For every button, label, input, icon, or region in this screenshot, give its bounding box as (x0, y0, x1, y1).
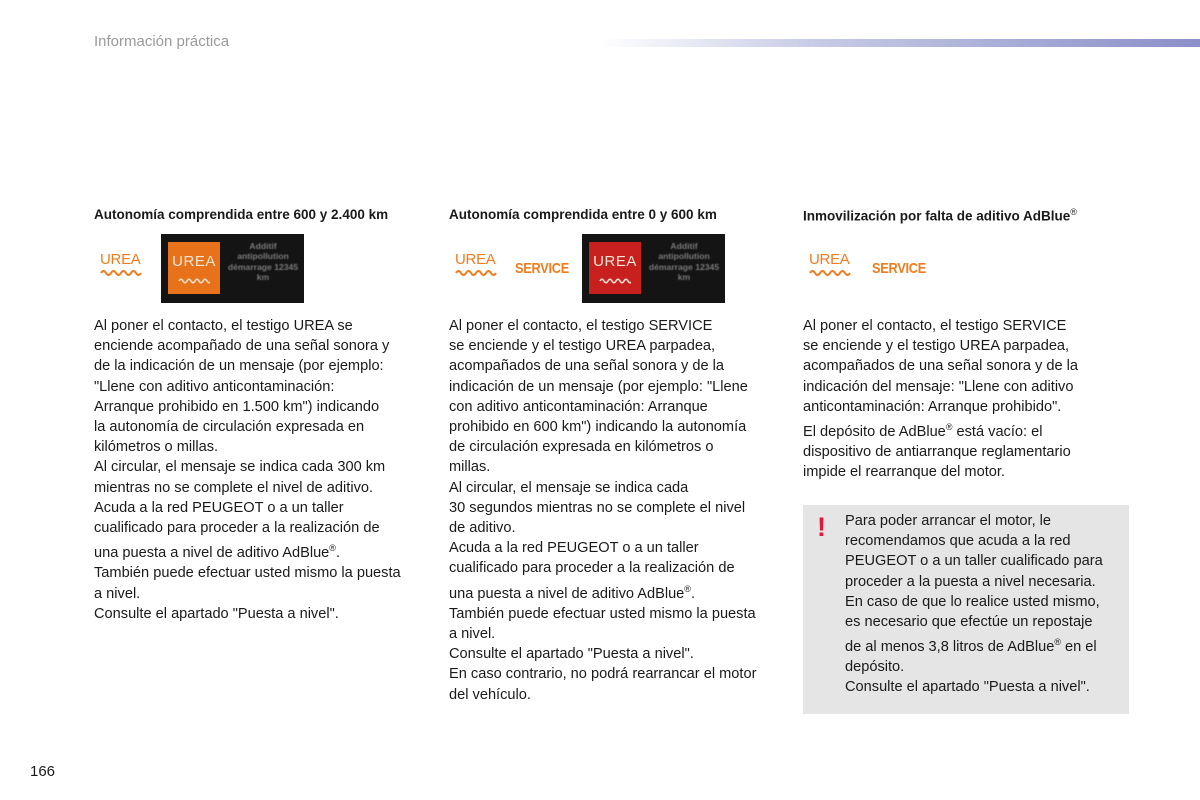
service-warning-icon: SERVICE (872, 260, 926, 277)
indicator-icons (803, 234, 1138, 306)
text-line: PEUGEOT o a un taller cualificado para (845, 553, 1103, 570)
text-line: kilómetros o millas. (94, 439, 219, 456)
instrument-panel-display (582, 234, 725, 303)
column-title-text: Inmovilización por falta de aditivo AdBlue (803, 208, 1071, 224)
text-line: Al poner el contacto, el testigo UREA se (94, 318, 353, 334)
header-title: Información práctica (94, 33, 230, 50)
header-decorative-bar (600, 39, 1200, 47)
column-body (449, 316, 784, 705)
urea-display-light (168, 242, 220, 294)
text-line: mientras no se complete el nivel de aditivo. (94, 479, 374, 496)
text-line: Acuda a la red PEUGEOT o a un taller (449, 540, 699, 557)
text-line: indicación del mensaje: "Llene con aditivo (803, 378, 1074, 395)
text-line: anticontaminación: Arranque prohibido". (803, 398, 1062, 415)
urea-display-light (589, 242, 641, 294)
text-line: El depósito de AdBlue® está vacío: el (803, 422, 1043, 440)
urea-warning-icon (100, 252, 146, 278)
urea-wave-icon (100, 269, 142, 277)
text-line: con aditivo anticontaminación: Arranque (449, 398, 708, 415)
text-line: También puede efectuar usted mismo la puesta (94, 565, 401, 582)
urea-warning-icon (809, 252, 855, 278)
text-line: prohibido en 600 km") indicando la autonomía (449, 419, 747, 436)
text-line: a nivel. (94, 585, 141, 602)
text-line: cualificado para proceder a la realización de (449, 560, 735, 577)
text-line: se enciende y el testigo UREA parpadea, (803, 338, 1070, 355)
text-line: Consulte el apartado "Puesta a nivel". (94, 605, 339, 622)
display-wave-icon (178, 277, 210, 285)
text-line: se enciende y el testigo UREA parpadea, (449, 338, 716, 355)
column-title (803, 207, 1138, 227)
urea-wave-icon (455, 269, 497, 277)
registered-mark: ® (1070, 207, 1077, 217)
urea-label: UREA (455, 251, 496, 268)
text-line: es necesario que efectúe un repostaje (845, 614, 1093, 631)
indicator-icons (449, 234, 784, 306)
text-line: Consulte el apartado "Puesta a nivel". (845, 679, 1090, 696)
text-line: de aditivo. (449, 520, 516, 537)
text-line: de circulación expresada en kilómetros o (449, 439, 714, 456)
text-line: impide el rearranque del motor. (803, 464, 1005, 481)
text-line: a nivel. (449, 625, 496, 642)
service-warning-icon: SERVICE (515, 260, 569, 277)
urea-label: UREA (100, 251, 141, 268)
text-line: También puede efectuar usted mismo la puesta (449, 605, 756, 622)
column-title: Autonomía comprendida entre 600 y 2.400 km (94, 207, 389, 222)
text-line: depósito. (845, 659, 905, 676)
column-autonomy-0-600 (449, 207, 784, 705)
column-immobilization (803, 207, 1138, 482)
text-line: En caso de que lo realice usted mismo, (845, 593, 1100, 610)
text-line: una puesta a nivel de aditivo AdBlue®. (94, 543, 340, 562)
indicator-icons (94, 234, 429, 306)
text-line: millas. (449, 459, 491, 476)
column-autonomy-600-2400 (94, 207, 429, 624)
display-urea-label: UREA (172, 253, 216, 270)
urea-label: UREA (809, 251, 850, 268)
text-line: acompañados de una señal sonora y de la (449, 358, 725, 375)
instrument-panel-display (161, 234, 304, 303)
text-line: del vehículo. (449, 686, 531, 703)
text-line: Al poner el contacto, el testigo SERVICE (449, 318, 713, 334)
warning-box (803, 505, 1129, 714)
text-line: "Llene con aditivo anticontaminación: (94, 378, 335, 395)
text-line: indicación de un mensaje (por ejemplo: "Llene (449, 378, 748, 395)
text-line: la autonomía de circulación expresada en (94, 419, 365, 436)
column-body (803, 316, 1138, 482)
column-title: Autonomía comprendida entre 0 y 600 km (449, 207, 717, 222)
display-message: Additif antipollution démarrage 12345 km (648, 241, 720, 282)
display-message: Additif antipollution démarrage 12345 km (227, 241, 299, 282)
text-line: 30 segundos mientras no se complete el nivel (449, 499, 746, 516)
text-line: cualificado para proceder a la realización de (94, 520, 380, 537)
text-line: Al poner el contacto, el testigo SERVICE (803, 318, 1067, 334)
text-line: dispositivo de antiarranque reglamentario (803, 444, 1071, 461)
display-wave-icon (599, 277, 631, 285)
text-line: Arranque prohibido en 1.500 km") indicando (94, 398, 380, 415)
text-line: recomendamos que acuda a la red (845, 533, 1071, 550)
exclamation-icon: ! (817, 512, 826, 542)
text-line: acompañados de una señal sonora y de la (803, 358, 1079, 375)
text-line: de la indicación de un mensaje (por ejemplo: (94, 358, 384, 375)
display-urea-label: UREA (593, 253, 637, 270)
text-line: una puesta a nivel de aditivo AdBlue®. (449, 583, 695, 602)
text-line: En caso contrario, no podrá rearrancar el motor (449, 666, 757, 683)
text-line: de al menos 3,8 litros de AdBlue® en el (845, 637, 1097, 656)
urea-wave-icon (809, 269, 851, 277)
urea-warning-icon (455, 252, 501, 278)
text-line: proceder a la puesta a nivel necesaria. (845, 573, 1096, 590)
warning-text (845, 511, 1103, 698)
text-line: enciende acompañado de una señal sonora y (94, 338, 390, 355)
text-line: Para poder arrancar el motor, le (845, 513, 1052, 529)
text-line: Acuda a la red PEUGEOT o a un taller (94, 499, 344, 516)
page-number: 166 (30, 763, 56, 780)
column-body (94, 316, 429, 624)
text-line: Al circular, el mensaje se indica cada (449, 479, 689, 496)
text-line: Consulte el apartado "Puesta a nivel". (449, 646, 694, 663)
text-line: Al circular, el mensaje se indica cada 300 km (94, 459, 386, 476)
